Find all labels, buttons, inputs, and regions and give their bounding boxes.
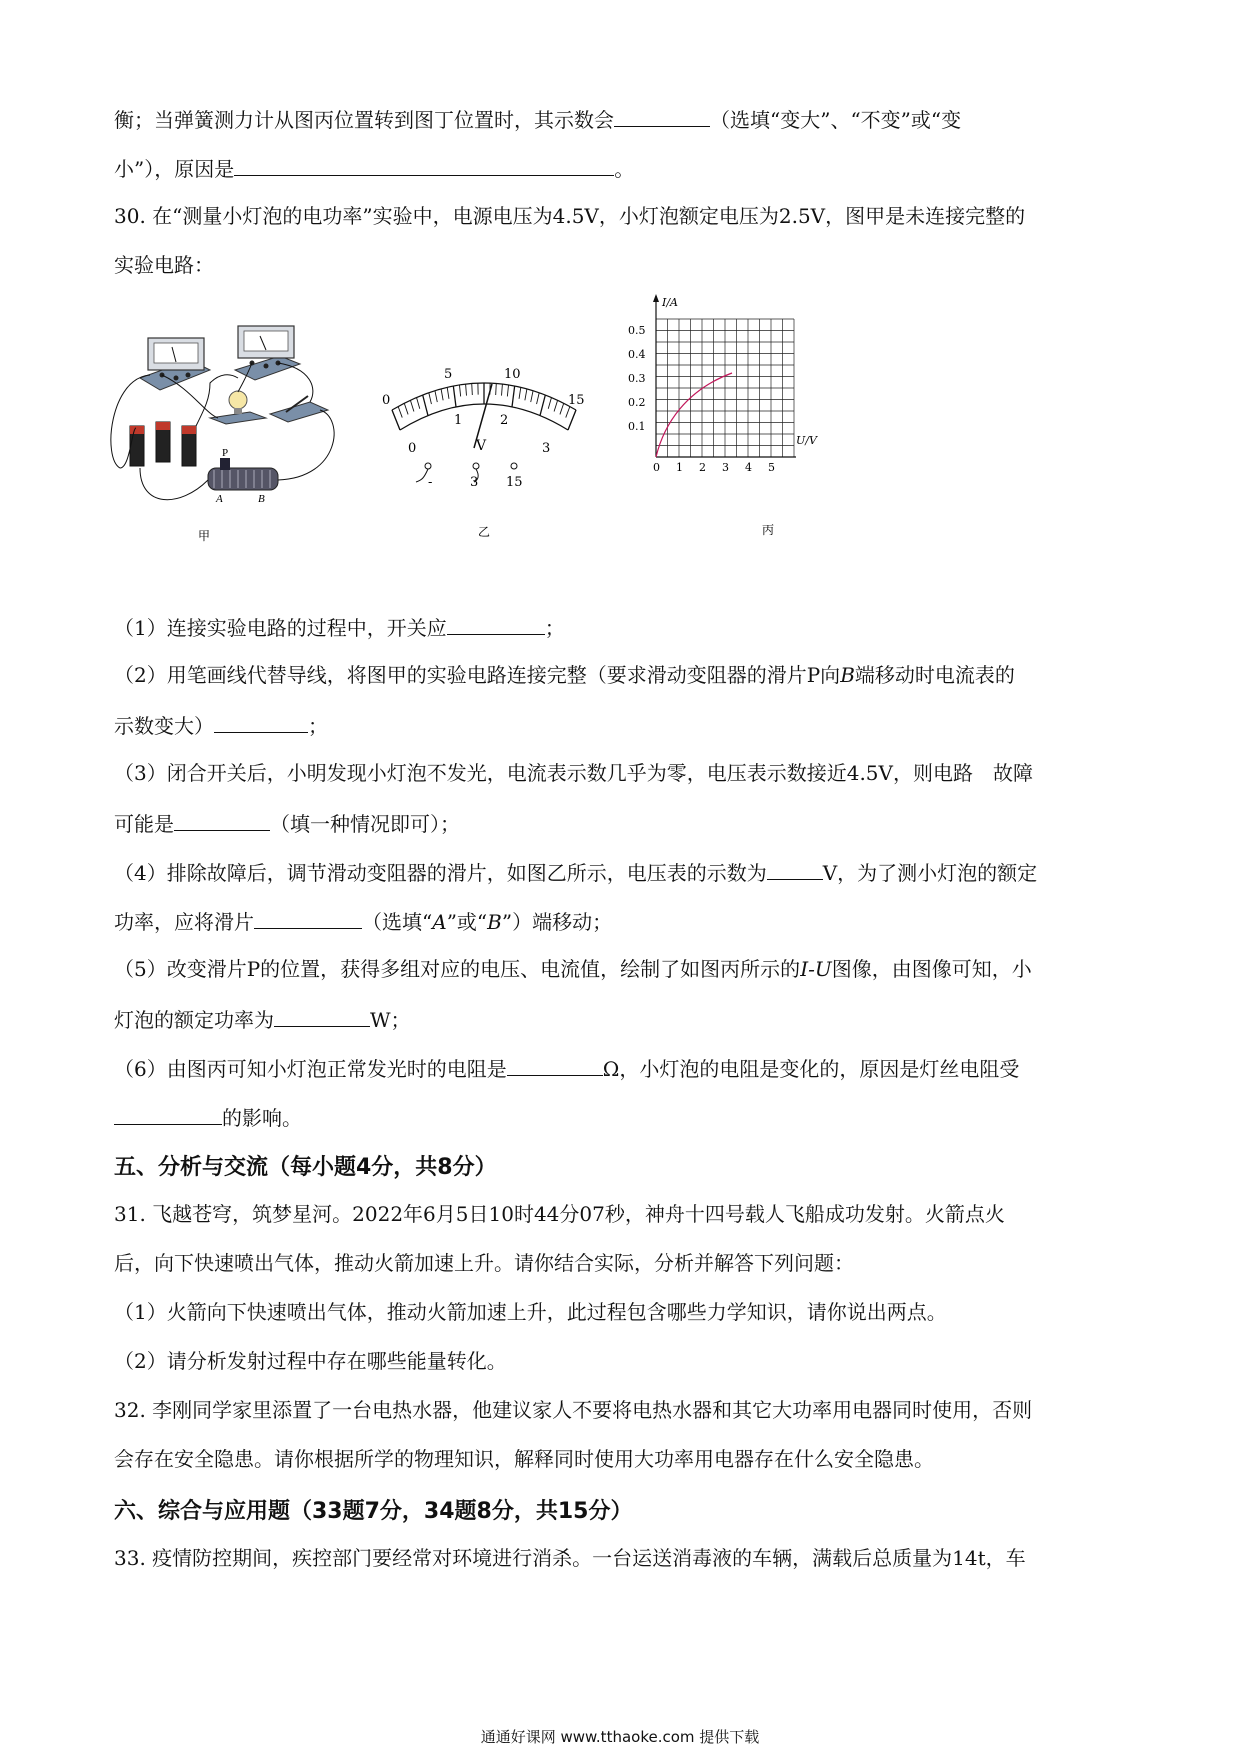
dial-tick <box>466 384 467 396</box>
figure-yi-dial <box>378 348 590 548</box>
question-31-sub1: （1）火箭向下快速喷出气体，推动火箭加速上升，此过程包含哪些力学知识，请你说出两点。 <box>114 1300 947 1324</box>
subq-1 <box>114 612 565 642</box>
text-seg: （1）连接实验电路的过程中，开关应 <box>114 616 447 640</box>
text-seg: （填一种情况即可）； <box>270 812 460 836</box>
question-30-line2: 实验电路： <box>114 253 214 277</box>
switch <box>270 396 328 422</box>
dial-tick <box>459 385 460 397</box>
dial-tick <box>398 407 402 418</box>
y-tick: 0.4 <box>628 348 646 361</box>
top-tick-0: 0 <box>382 393 391 408</box>
text-seg: I-U <box>800 957 832 981</box>
answer-blank[interactable] <box>447 612 545 635</box>
rheostat <box>208 447 278 505</box>
figure-caption: 甲 <box>198 529 211 543</box>
question-30-line1: 30. 在“测量小灯泡的电功率”实验中，电源电压为4.5V，小灯泡额定电压为2.5V，图甲是未连接完整的 <box>114 204 1026 228</box>
answer-blank[interactable] <box>234 153 614 176</box>
dial-ticks <box>392 383 576 430</box>
text-seg: ”）端移动； <box>501 910 613 934</box>
question-32-line2: 会存在安全隐患。请你根据所学的物理知识，解释同时使用大功率用电器存在什么安全隐患。 <box>114 1447 934 1471</box>
question-33-line1: 33. 疫情防控期间，疾控部门要经常对环境进行消杀。一台运送消毒液的车辆，满载后总质量为14t，车 <box>114 1546 1026 1570</box>
dial-tick <box>435 391 437 402</box>
answer-blank[interactable] <box>767 857 823 880</box>
answer-blank[interactable] <box>174 808 270 831</box>
text-seg: 示数变大） <box>114 714 214 738</box>
text-line <box>114 104 961 134</box>
dial-tick <box>512 386 515 407</box>
dial-tick <box>447 387 449 398</box>
dial-tick <box>404 403 408 414</box>
answer-blank[interactable] <box>214 710 308 733</box>
text-seg: （选填“变大”、“不变”或“变 <box>710 108 962 132</box>
dial-tick <box>423 395 428 416</box>
dial-tick <box>531 391 533 402</box>
lamp <box>210 391 266 424</box>
dial-tick <box>453 386 456 407</box>
dial-tick <box>560 403 564 414</box>
text-seg: 衡；当弹簧测力计从图丙位置转到图丁位置时，其示数会 <box>114 108 614 132</box>
y-axis-label: I/A <box>662 296 678 309</box>
text-seg: Ω，小灯泡的电阻是变化的，原因是灯丝电阻受 <box>602 1057 1020 1081</box>
terminal-label-3: 3 <box>470 475 479 490</box>
text-seg: A <box>432 910 447 934</box>
text-seg: （6）由图丙可知小灯泡正常发光时的电阻是 <box>114 1057 507 1081</box>
subq-2-line1 <box>114 661 1015 689</box>
slider-label-p: P <box>222 447 229 459</box>
subq-6-line2 <box>114 1102 302 1132</box>
text-seg: （2）用笔画线代替导线，将图甲的实验电路连接完整（要求滑动变阻器的滑片P向 <box>114 663 841 687</box>
graph-grid <box>656 319 794 457</box>
x-axis-label: U/V <box>796 434 817 447</box>
voltmeter <box>235 326 300 380</box>
terminal-label-15: 15 <box>506 475 523 490</box>
text-seg: 的影响。 <box>222 1106 302 1130</box>
question-31-sub2: （2）请分析发射过程中存在哪些能量转化。 <box>114 1349 507 1373</box>
unit-label: V <box>476 438 487 454</box>
bottom-tick-2: 2 <box>500 413 509 428</box>
text-seg: W； <box>370 1008 411 1032</box>
text-seg: 功率，应将滑片 <box>114 910 254 934</box>
battery-pack <box>130 422 196 466</box>
bottom-tick-0: 0 <box>408 441 417 456</box>
top-tick-15: 15 <box>568 393 585 408</box>
answer-blank[interactable] <box>274 1004 370 1027</box>
answer-blank[interactable] <box>614 104 710 127</box>
dial-tick <box>554 400 558 411</box>
bottom-tick-1: 1 <box>454 413 463 428</box>
page-footer: 通通好课网 www.tthaoke.com 提供下载 <box>480 1728 760 1746</box>
bottom-tick-3: 3 <box>542 441 551 456</box>
question-31-line2: 后，向下快速喷出气体，推动火箭加速上升。请你结合实际，分析并解答下列问题： <box>114 1251 854 1275</box>
x-tick: 1 <box>676 461 683 474</box>
section-5-heading: 五、分析与交流（每小题4分，共8分） <box>114 1155 497 1180</box>
x-tick: 3 <box>722 461 729 474</box>
y-tick: 0.3 <box>628 372 646 385</box>
subq-3-line2 <box>114 808 460 838</box>
dial-tick <box>392 410 400 430</box>
text-seg: 可能是 <box>114 812 174 836</box>
y-tick: 0.2 <box>628 396 646 409</box>
subq-3-line1: （3）闭合开关后，小明发现小灯泡不发光，电流表示数几乎为零，电压表示数接近4.5V，则电路 故障 <box>114 761 1033 785</box>
x-tick: 2 <box>699 461 706 474</box>
text-seg: （4）排除故障后，调节滑动变阻器的滑片，如图乙所示，电压表的示数为 <box>114 861 767 885</box>
dial-tick <box>566 407 570 418</box>
terminal-label-neg: - <box>428 475 433 490</box>
dial-tick <box>519 387 521 398</box>
dial-tick <box>502 384 503 396</box>
text-seg: ； <box>308 714 328 738</box>
text-seg: 小”），原因是 <box>114 157 235 181</box>
dial-tick <box>429 393 432 404</box>
x-tick: 0 <box>653 461 660 474</box>
text-seg: V，为了测小灯泡的额定 <box>822 861 1038 885</box>
subq-2-line2 <box>114 710 328 740</box>
terminal-15 <box>511 463 517 469</box>
subq-4-line1 <box>114 857 1037 887</box>
section-6-heading: 六、综合与应用题（33题7分，34题8分，共15分） <box>114 1499 633 1524</box>
x-tick: 4 <box>745 461 752 474</box>
subq-4-line2 <box>114 906 612 936</box>
question-31-line1: 31. 飞越苍穹，筑梦星河。2022年6月5日10时44分07秒，神舟十四号载人飞船成功发射。火箭点火 <box>114 1202 1005 1226</box>
text-seg: B <box>487 910 502 934</box>
dial-tick <box>525 389 527 400</box>
figure-caption: 丙 <box>762 523 775 537</box>
subq-6-line1 <box>114 1053 1019 1083</box>
dial-tick <box>548 398 551 409</box>
text-line <box>114 153 634 183</box>
text-seg: （5）改变滑片P的位置，获得多组对应的电压、电流值，绘制了如图丙所示的 <box>114 957 801 981</box>
text-seg: B <box>840 663 855 687</box>
dial-tick <box>417 398 420 409</box>
text-seg: ； <box>544 616 565 640</box>
subq-5-line2 <box>114 1004 411 1034</box>
y-tick: 0.5 <box>628 324 646 337</box>
answer-blank[interactable] <box>114 1102 222 1125</box>
text-seg: 。 <box>614 157 635 181</box>
dial-tick <box>472 383 473 395</box>
subq-5-line1 <box>114 955 1032 983</box>
dial-tick <box>507 385 508 397</box>
x-tick: 5 <box>768 461 775 474</box>
y-tick: 0.1 <box>628 420 646 433</box>
text-seg: 灯泡的额定功率为 <box>114 1008 274 1032</box>
figure-caption: 乙 <box>478 525 491 539</box>
terminal-3 <box>473 463 479 469</box>
figure-jia-circuit <box>110 318 370 548</box>
top-tick-5: 5 <box>444 367 453 382</box>
answer-blank[interactable] <box>507 1053 603 1076</box>
answer-blank[interactable] <box>254 906 362 929</box>
terminal-neg <box>425 463 431 469</box>
question-32-line1: 32. 李刚同学家里添置了一台电热水器，他建议家人不要将电热水器和其它大功率用电器同时使用，否则 <box>114 1398 1033 1422</box>
text-seg: （选填“ <box>362 910 433 934</box>
terminal-label-a: A <box>216 493 223 505</box>
terminal-label-b: B <box>258 493 265 505</box>
text-seg: ”或“ <box>446 910 488 934</box>
text-seg: 端移动时电流表的 <box>854 663 1015 687</box>
figure-bing-graph <box>626 294 836 544</box>
dial-tick <box>537 393 540 404</box>
dial-tick <box>441 389 443 400</box>
dial-tick <box>496 383 497 395</box>
text-seg: 图像，由图像可知，小 <box>831 957 1032 981</box>
top-tick-10: 10 <box>504 367 521 382</box>
dial-tick <box>568 410 576 430</box>
dial-tick <box>410 400 414 411</box>
dial-tick <box>540 395 545 416</box>
